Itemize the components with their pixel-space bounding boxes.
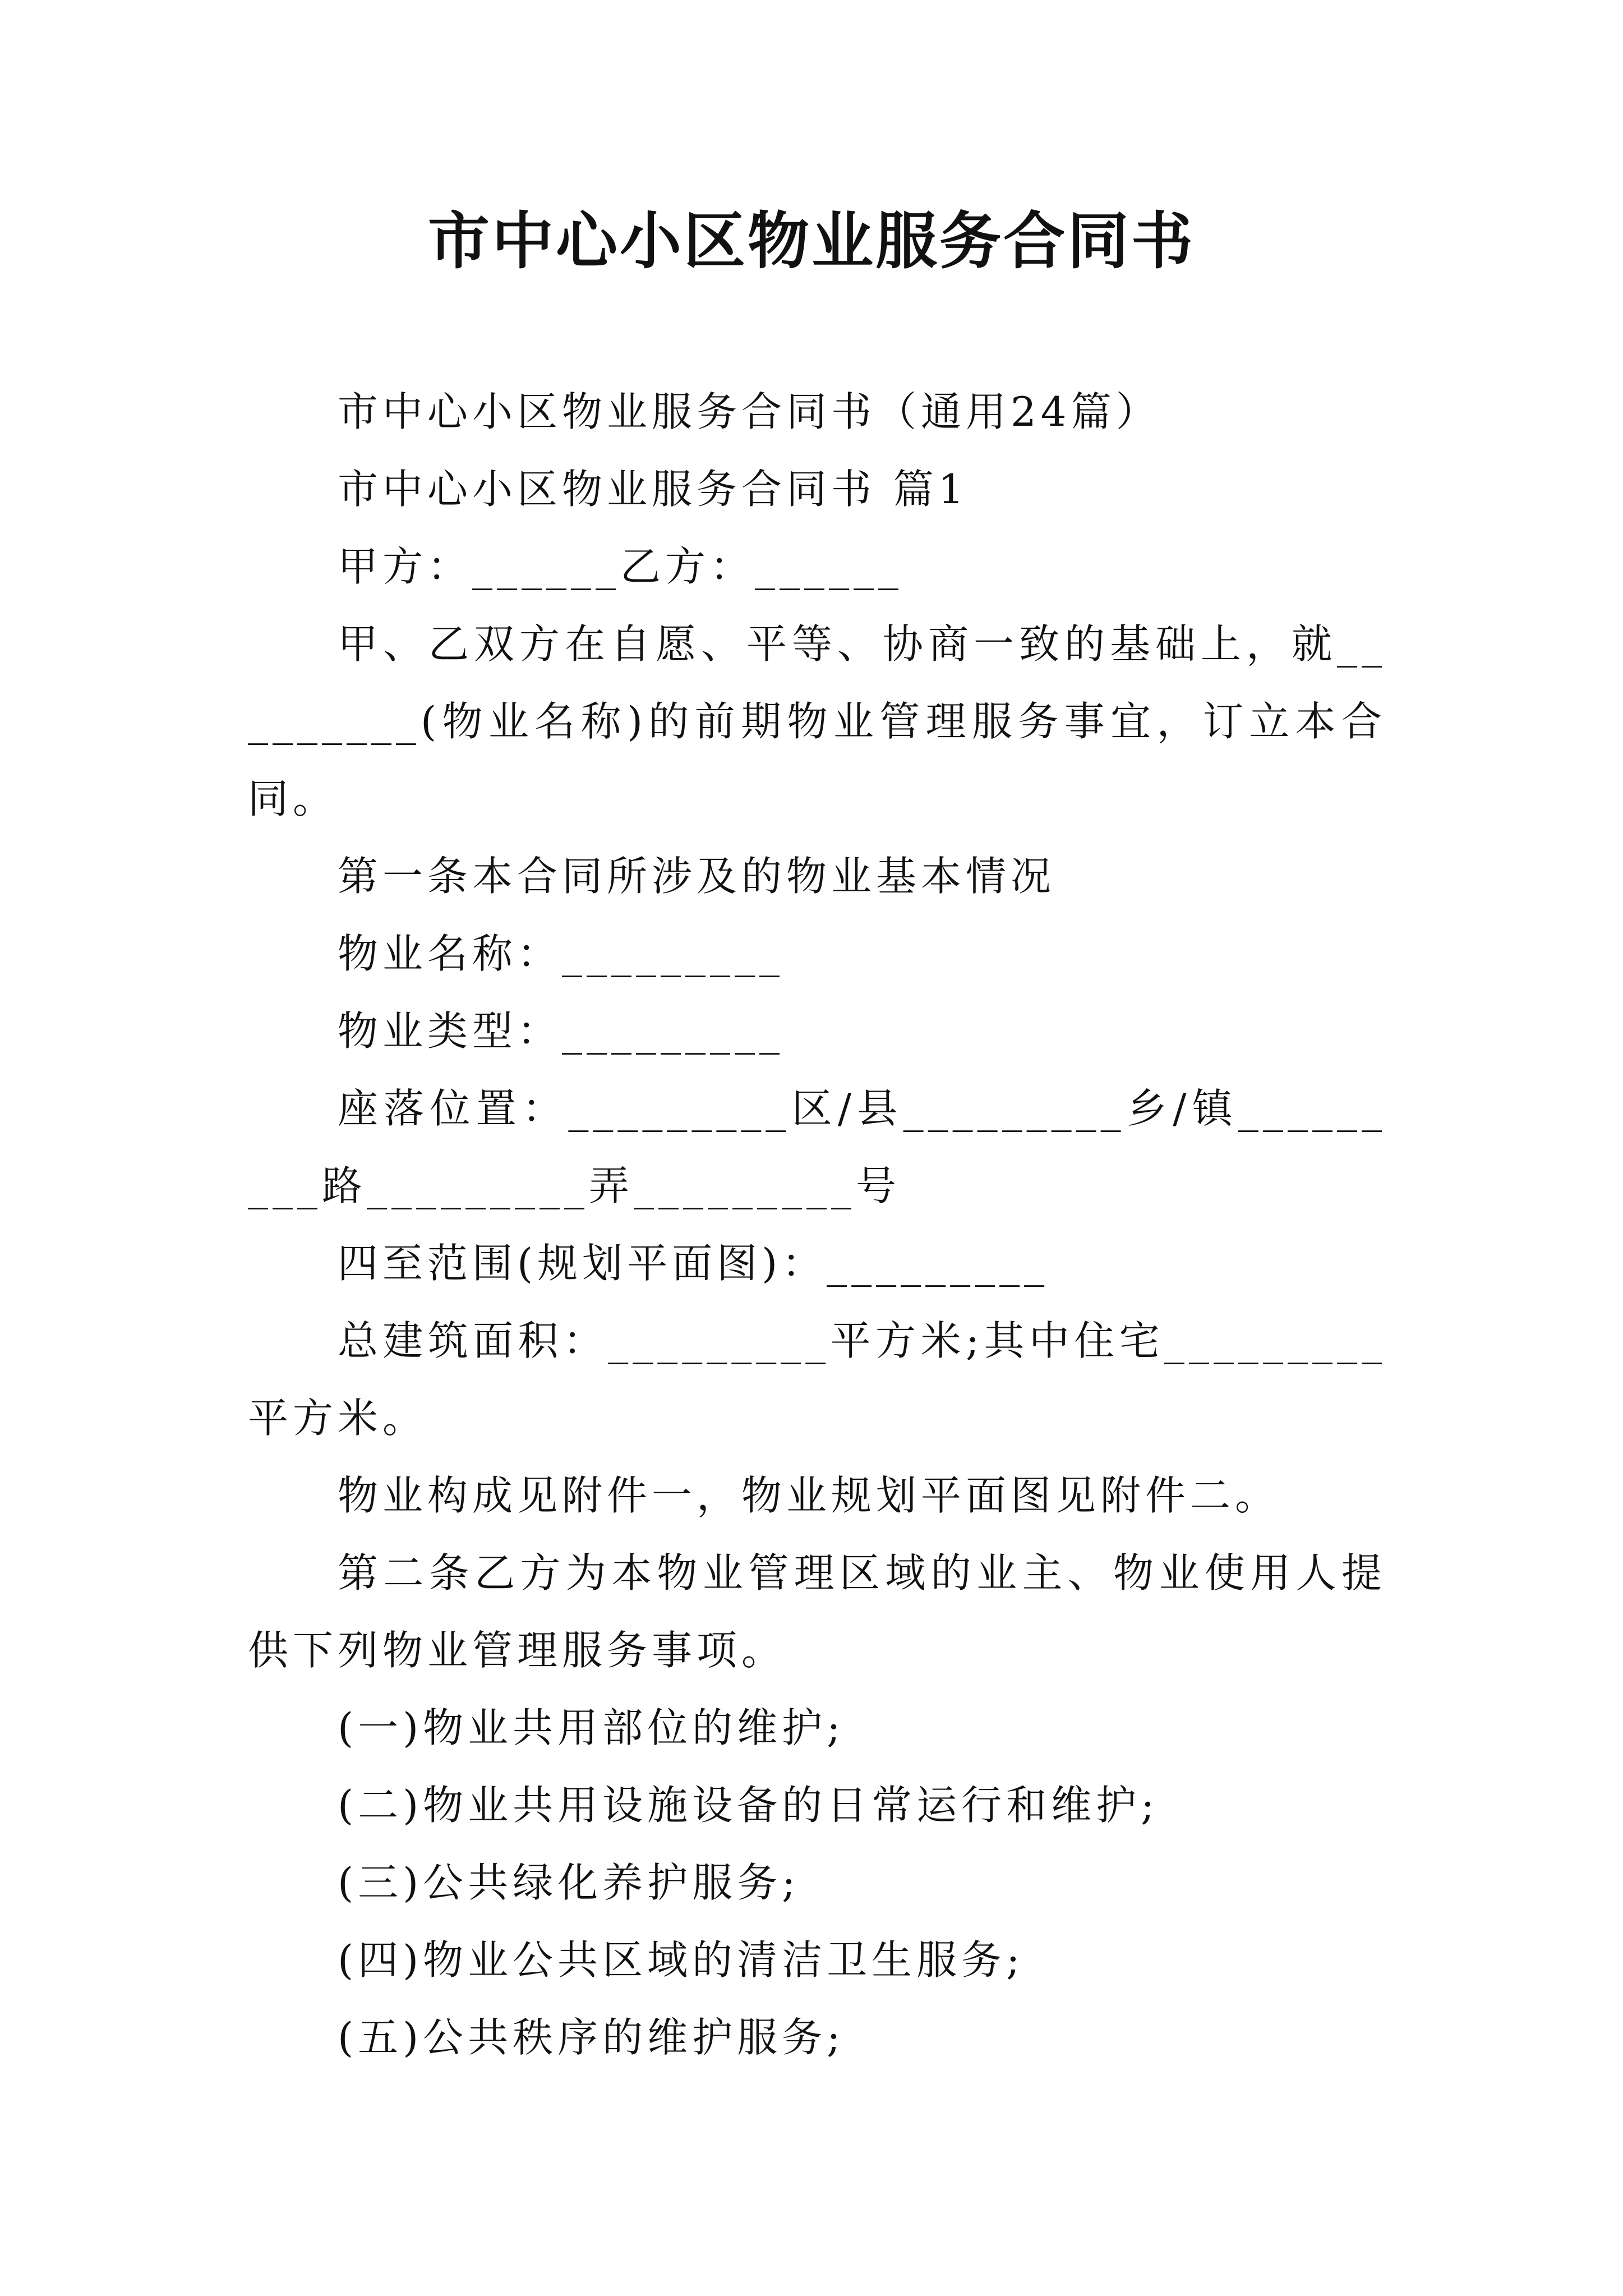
list-item-5: (五)公共秩序的维护服务; bbox=[338, 2014, 845, 2061]
paragraph-section-heading: 市中心小区物业服务合同书 篇1 bbox=[338, 466, 969, 513]
paragraph-article-2: 第二条乙方为本物业管理区域的业主、物业使用人提供下列物业管理服务事项。 bbox=[248, 1549, 1386, 1674]
paragraph-boundaries: 四至范围(规划平面图)：_________ bbox=[338, 1240, 1049, 1287]
paragraph-parties: 甲方：______乙方：______ bbox=[338, 543, 903, 590]
paragraph-attachments: 物业构成见附件一，物业规划平面图见附件二。 bbox=[338, 1472, 1280, 1519]
document-body bbox=[248, 373, 1386, 2076]
paragraph-subtitle: 市中心小区物业服务合同书（通用24篇） bbox=[338, 388, 1161, 435]
paragraph-property-name: 物业名称：_________ bbox=[338, 930, 785, 977]
list-item-3: (三)公共绿化养护服务; bbox=[338, 1859, 800, 1906]
paragraph-article-1: 第一条本合同所涉及的物业基本情况 bbox=[338, 853, 1056, 900]
paragraph-location: 座落位置：_________区/县_________乡/镇_________路_________弄_________号 bbox=[248, 1085, 1386, 1209]
list-item-2: (二)物业共用设施设备的日常运行和维护; bbox=[338, 1782, 1159, 1829]
list-item-1: (一)物业共用部位的维护; bbox=[338, 1704, 845, 1751]
paragraph-property-type: 物业类型：_________ bbox=[338, 1007, 785, 1055]
paragraph-floor-area: 总建筑面积：_________平方米;其中住宅_________平方米。 bbox=[248, 1317, 1386, 1442]
document-title: 市中心小区物业服务合同书 bbox=[428, 205, 1195, 277]
paragraph-preamble: 甲、乙双方在自愿、平等、协商一致的基础上，就_________(物业名称)的前期物业管理服务事宜，订立本合同。 bbox=[248, 620, 1386, 822]
list-item-4: (四)物业公共区域的清洁卫生服务; bbox=[338, 1936, 1025, 1984]
